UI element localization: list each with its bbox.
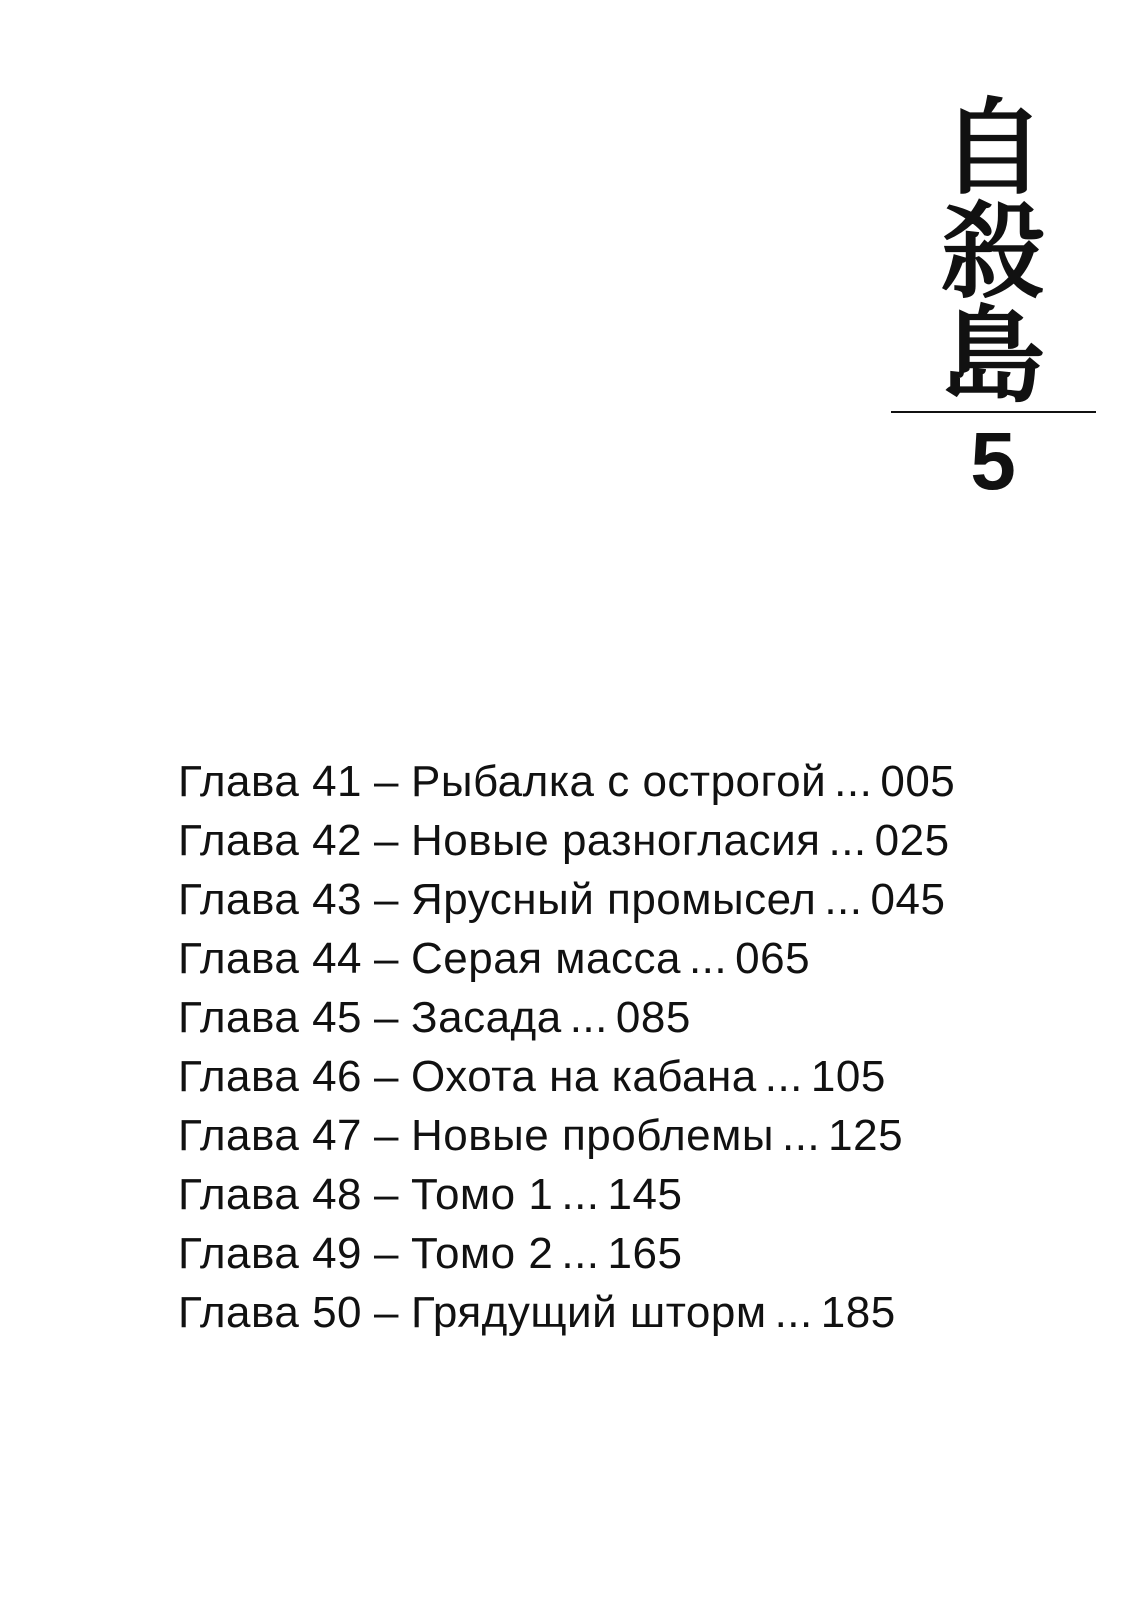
chapter-number: Глава 42 [178,816,363,865]
page-number: 005 [880,757,956,806]
separator: – [374,1111,400,1160]
chapter-number: Глава 49 [178,1229,363,1278]
chapter-title: Серая масса [411,934,681,983]
toc-entry [178,988,1078,1047]
leader-dots: ... [828,816,867,865]
separator: – [374,875,400,924]
separator: – [374,1229,400,1278]
page-number: 145 [607,1170,683,1219]
chapter-number: Глава 50 [178,1288,363,1337]
page-number: 185 [820,1288,896,1337]
chapter-number: Глава 46 [178,1052,363,1101]
leader-dots: ... [561,1170,600,1219]
page-number: 065 [735,934,811,983]
chapter-title: Рыбалка с острогой [411,757,827,806]
leader-dots: ... [764,1052,803,1101]
title-kanji-3: 島 [940,295,1045,417]
chapter-title: Ярусный промысел [411,875,817,924]
leader-dots: ... [569,993,608,1042]
toc-entry [178,811,1078,870]
toc-entry [178,1224,1078,1283]
chapter-number: Глава 45 [178,993,363,1042]
chapter-title: Новые разногласия [411,816,821,865]
leader-dots: ... [688,934,728,983]
leader-dots: ... [824,875,863,924]
page-number: 105 [810,1052,886,1101]
chapter-title: Засада [411,993,562,1042]
separator: – [374,1170,400,1219]
chapter-number: Глава 43 [178,875,363,924]
toc-entry [178,1106,1078,1165]
toc-entry [178,1047,1078,1106]
leader-dots: ... [561,1229,600,1278]
page-number: 085 [615,993,691,1042]
toc-entry [178,870,1078,929]
separator: – [374,1052,400,1101]
chapter-number: Глава 41 [178,757,363,806]
leader-dots: ... [834,757,873,806]
page-number: 125 [828,1111,904,1160]
toc-entry [178,752,1078,811]
leader-dots: ... [781,1111,821,1160]
chapter-title: Томо 2 [411,1229,554,1278]
chapter-title: Новые проблемы [411,1111,774,1160]
table-of-contents [178,752,1078,1342]
chapter-number: Глава 44 [178,934,363,983]
title-kanji-1: 自 [940,87,1045,209]
chapter-title: Томо 1 [411,1170,554,1219]
volume-number: 5 [970,416,1016,507]
leader-dots: ... [774,1288,813,1337]
toc-entry [178,929,1078,988]
separator: – [374,757,400,806]
separator: – [374,934,400,983]
page-number: 025 [874,816,950,865]
page-number: 165 [607,1229,683,1278]
separator: – [374,816,400,865]
separator: – [374,1288,400,1337]
chapter-title: Охота на кабана [411,1052,757,1101]
title-kanji-2: 殺 [940,191,1045,313]
chapter-number: Глава 48 [178,1170,363,1219]
separator: – [374,993,400,1042]
chapter-title: Грядущий шторм [411,1288,767,1337]
page-number: 045 [870,875,946,924]
chapter-number: Глава 47 [178,1111,363,1160]
toc-entry [178,1165,1078,1224]
toc-entry [178,1283,1078,1342]
series-title-block [888,87,1098,507]
